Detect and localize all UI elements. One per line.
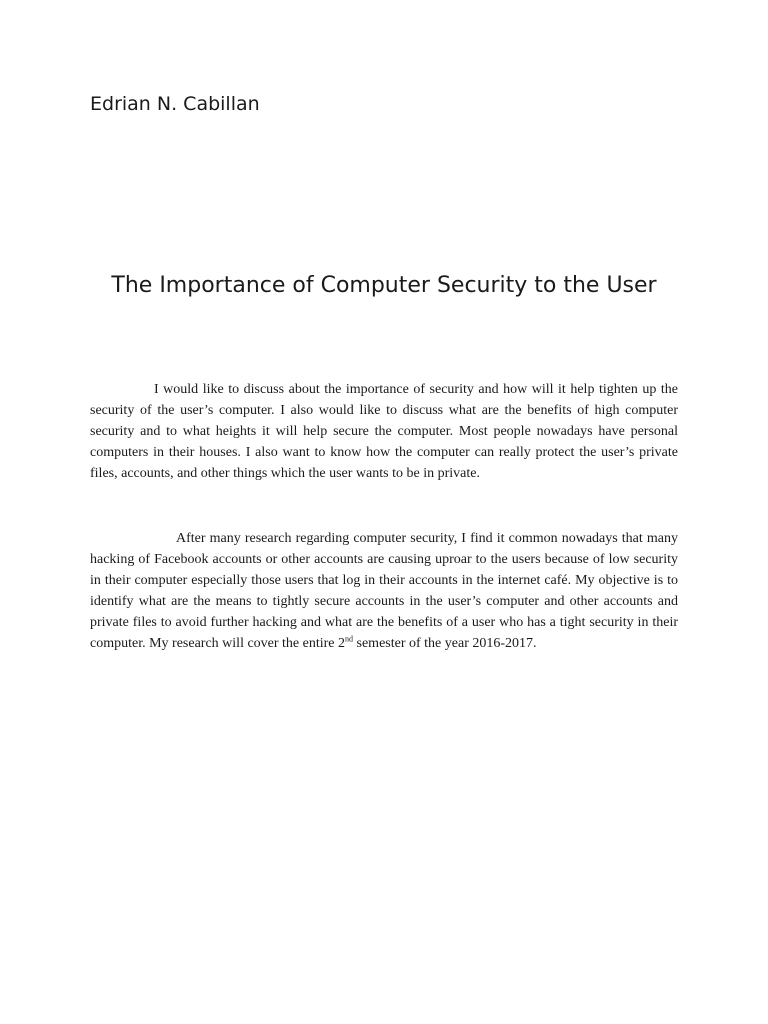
paragraph-objective [90,528,678,654]
document-title: The Importance of Computer Security to the User [111,273,657,298]
ordinal-superscript: nd [345,634,354,644]
paragraph-introduction: I would like to discuss about the importance of security and how will it help tighten up the security of the user’s computer. I also would like to discuss what are the benefits of high computer security and to what heights it will help secure the computer. Most people nowadays have personal computers in their houses. I also want to know how the computer can really protect the user’s private files, accounts, and other things which the user wants to be in private. [90,382,678,481]
author-name: Edrian N. Cabillan [90,93,260,115]
paragraph-objective-ending: semester of the year 2016-2017. [353,636,537,651]
paragraph-objective-text: After many research regarding computer security, I find it common nowadays that many hacking of Facebook accounts or other accounts are causing uproar to the users because of low security in their computer especially those users that log in their accounts in the internet café. My objective is to identify what are the means to tightly secure accounts in the user’s computer and other accounts and private files to avoid further hacking and what are the benefits of a user who has a tight security in their computer. My research will cover the entire 2 [90,531,678,651]
